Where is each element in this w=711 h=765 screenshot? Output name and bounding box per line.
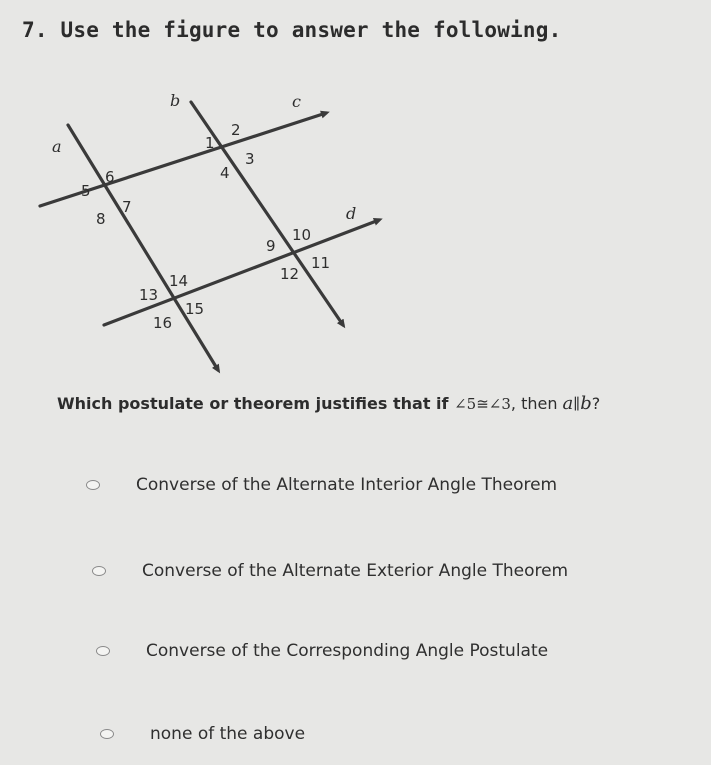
question-prompt <box>57 393 600 414</box>
angle-label-3: 3 <box>245 150 255 168</box>
angle-label-6: 6 <box>105 168 115 186</box>
answer-option-label: Converse of the Corresponding Angle Postulate <box>146 641 549 661</box>
angle-label-9: 9 <box>266 237 276 255</box>
angle-3-symbol: ∠3 <box>488 395 511 413</box>
question-number: 7. <box>22 18 48 42</box>
answer-option-label: Converse of the Alternate Interior Angle Theorem <box>136 475 558 495</box>
answer-option-label: Converse of the Alternate Exterior Angle Theorem <box>142 561 569 581</box>
prompt-question-mark: ? <box>591 394 601 413</box>
line-label-c: c <box>292 92 301 111</box>
angle-label-1: 1 <box>205 134 215 152</box>
answer-option[interactable] <box>86 475 557 495</box>
angle-label-10: 10 <box>292 226 312 244</box>
line-label-a: a <box>52 137 62 156</box>
radio-button[interactable] <box>92 566 106 576</box>
angle-5-symbol: ∠5 <box>454 395 477 413</box>
angle-label-14: 14 <box>169 272 189 290</box>
answer-option[interactable] <box>92 561 568 581</box>
parallel-symbol: ∥ <box>573 395 581 413</box>
angle-label-15: 15 <box>185 300 205 318</box>
prompt-then: , then <box>510 394 563 413</box>
line-label-d: d <box>346 204 357 223</box>
radio-button[interactable] <box>96 646 110 656</box>
answer-option-label: none of the above <box>150 724 306 744</box>
angle-label-16: 16 <box>153 314 173 332</box>
angle-label-5: 5 <box>81 182 91 200</box>
radio-button[interactable] <box>100 729 114 739</box>
angle-label-8: 8 <box>96 210 106 228</box>
line-d <box>104 220 379 325</box>
radio-button[interactable] <box>86 480 100 490</box>
line-b-symbol: b <box>580 393 592 414</box>
angle-label-11: 11 <box>311 254 331 272</box>
line-label-b: b <box>170 91 181 110</box>
angle-label-7: 7 <box>122 198 132 216</box>
question-text: Use the figure to answer the following. <box>60 18 562 42</box>
line-a <box>68 125 218 370</box>
angle-label-13: 13 <box>139 286 159 304</box>
answer-option[interactable] <box>100 724 305 744</box>
prompt-text: Which postulate or theorem justifies that if <box>57 394 455 413</box>
answer-option[interactable] <box>96 641 548 661</box>
angle-label-12: 12 <box>280 265 300 283</box>
congruent-symbol: ≅ <box>476 395 489 413</box>
line-a-symbol: a <box>562 393 574 414</box>
angle-label-4: 4 <box>220 164 230 182</box>
angle-label-2: 2 <box>231 121 241 139</box>
